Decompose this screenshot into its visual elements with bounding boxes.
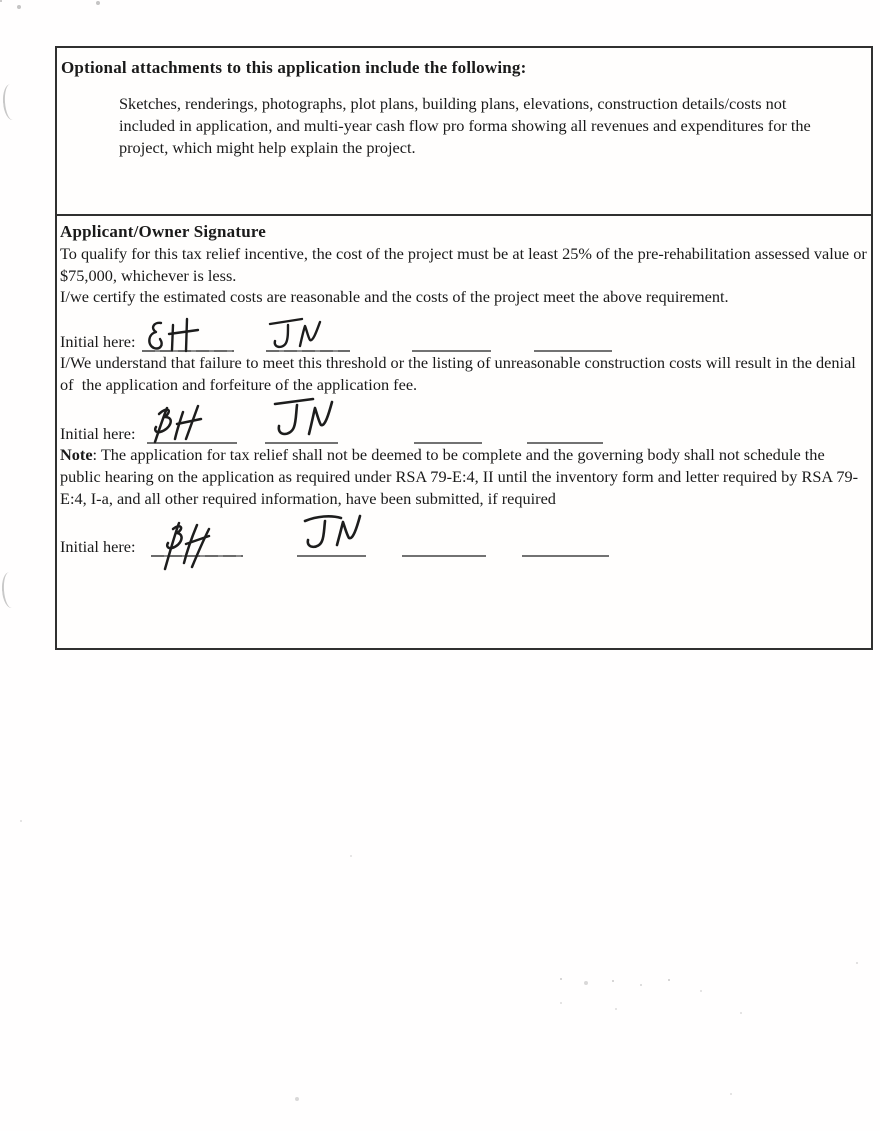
qualification-text: To qualify for this tax relief incentive, the cost of the project must be at least 25% of the pre-rehabilitation assessed value or $75,000, whichever is less. bbox=[60, 244, 871, 285]
handwritten-initials-bh bbox=[159, 519, 217, 573]
initial-line bbox=[414, 434, 482, 444]
note-text bbox=[60, 444, 867, 509]
initial-line bbox=[151, 549, 243, 557]
initial-line bbox=[297, 547, 366, 557]
initial-line bbox=[147, 434, 237, 444]
understanding-text: I/We understand that failure to meet this threshold or the listing of unreasonable construction costs will result in the denial of the application and forfeiture of the application fee. bbox=[60, 353, 860, 394]
initial-line bbox=[266, 344, 350, 352]
initial-line bbox=[402, 547, 486, 557]
scan-artifact-curve bbox=[2, 83, 21, 120]
optional-attachments-body: Sketches, renderings, photographs, plot plans, building plans, elevations, construction details/costs not included in application, and multi-year cash flow pro forma showing all revenues and expenditures for the project, which might help explain the project. bbox=[119, 94, 811, 157]
initial-line bbox=[522, 547, 609, 557]
handwritten-initials-jn bbox=[266, 315, 326, 355]
handwritten-initials-jn bbox=[297, 511, 365, 557]
handwritten-initials-jn bbox=[267, 396, 337, 444]
initial-here-label: Initial here: bbox=[60, 536, 136, 556]
optional-attachments-section bbox=[57, 48, 871, 216]
initial-row bbox=[60, 517, 867, 557]
initial-line bbox=[527, 434, 603, 444]
scan-artifact-curve bbox=[1, 571, 20, 608]
initial-line bbox=[534, 342, 612, 352]
scan-artifact-speckles bbox=[0, 0, 2, 2]
note-body: : The application for tax relief shall not be deemed to be complete and the governing body shall not schedule the public hearing on the application as required under RSA 79-E:4, II until the inventory form and letter required by RSA 79-E:4, I-a, and all other required information, have been submitted, if required bbox=[60, 445, 859, 508]
initial-line bbox=[412, 342, 491, 352]
signature-heading: Applicant/Owner Signature bbox=[60, 222, 267, 241]
initial-row bbox=[60, 400, 867, 444]
initial-line bbox=[142, 344, 234, 352]
initial-here-label: Initial here: bbox=[60, 423, 136, 443]
handwritten-initials-bh bbox=[144, 317, 204, 357]
form-outer-box bbox=[55, 46, 873, 650]
signature-section bbox=[57, 216, 871, 557]
handwritten-initials-bh bbox=[147, 402, 209, 448]
initial-row bbox=[60, 318, 867, 352]
certification-text: I/we certify the estimated costs are reasonable and the costs of the project meet the above requirement. bbox=[60, 287, 729, 307]
optional-attachments-heading: Optional attachments to this application include the following: bbox=[61, 58, 527, 77]
initial-line bbox=[265, 434, 338, 444]
note-label: Note bbox=[60, 445, 93, 465]
initial-here-label: Initial here: bbox=[60, 331, 136, 351]
